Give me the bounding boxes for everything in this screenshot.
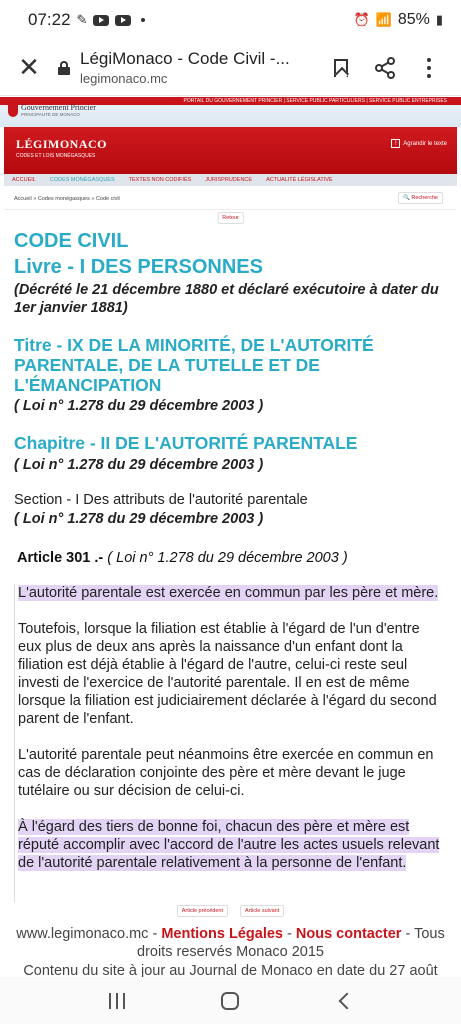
main-nav	[4, 174, 457, 186]
document-content	[14, 230, 446, 902]
footer-rights: - Tous droits reservés Monaco 2015	[137, 926, 445, 960]
page-footer	[0, 925, 461, 977]
previous-article-button[interactable]: Article précédent	[177, 905, 228, 917]
wifi-icon: 📶	[375, 12, 392, 27]
article-paragraph-4	[18, 818, 446, 872]
share-button[interactable]	[363, 48, 407, 88]
titre-title: Titre - IX DE LA MINORITÉ, DE L'AUTORITÉ PARENTALE, DE LA TUTELLE ET DE L'ÉMANCIPATION	[14, 335, 374, 395]
search-label: Recherche	[411, 195, 438, 201]
highlighted-text: À l'égard des tiers de bonne foi, chacun des père et mère est réputé accomplir avec l'accord de l'autre les actes usuels relevant de l'autorité parentale relativement à la personne de l'enfant.	[18, 819, 440, 871]
footer-site-link[interactable]: www.legimonaco.mc	[16, 926, 149, 942]
titre-note: ( Loi n° 1.278 du 29 décembre 2003 )	[14, 398, 264, 414]
article-paragraph-2: Toutefois, lorsque la filiation est établie à l'égard de l'un d'entre eux plus de deux ans après la naissance d'un enfant dont la filiation est déjà établie à l'égard de l'autre, celui-ci reste seul investi de l'exercice de l'autorité parentale. Il en est de même lorsque la filiation est judiciairement déclarée à l'égard du second parent de l'enfant.	[18, 621, 437, 727]
lock-icon[interactable]	[58, 61, 70, 75]
next-article-button[interactable]: Article suivant	[240, 905, 284, 917]
search-button[interactable]: 🔍 Recherche	[398, 192, 443, 204]
share-icon	[374, 57, 396, 79]
tab-title: LégiMonaco - Code Civil -...	[80, 49, 290, 68]
url-text: legimonaco.mc	[80, 71, 168, 86]
logo-tagline: CODES ET LOIS MONÉGASQUES	[16, 153, 96, 159]
article-paragraph-3: L'autorité parentale peut néanmoins être exercée en commun en cas de déclaration conjointe des père et mère devant le juge tutélaire ou sur décision de celui-ci.	[18, 747, 434, 799]
highlighted-text: L'autorité parentale est exercée en commun par les père et mère.	[18, 585, 439, 601]
youtube-icon	[93, 15, 109, 26]
livre-note: (Décrété le 21 décembre 1880 et déclaré exécutoire à dater du 1er janvier 1881)	[14, 282, 439, 316]
home-icon	[221, 992, 239, 1010]
text-size-icon: !	[391, 139, 400, 148]
address-bar[interactable]	[80, 49, 319, 86]
nav-jurisprudence[interactable]: JURISPRUDENCE	[205, 177, 253, 183]
youtube-icon-2	[115, 15, 131, 26]
battery-level: 85%	[397, 11, 430, 28]
legimonaco-logo[interactable]: LÉGIMONACO	[16, 137, 108, 151]
close-tab-button[interactable]	[10, 49, 48, 87]
article-note: ( Loi n° 1.278 du 29 décembre 2003 )	[107, 550, 348, 566]
nav-actualite-legislative[interactable]: ACTUALITÉ LÉGISLATIVE	[266, 177, 333, 183]
close-icon: ✕	[18, 52, 40, 82]
back-nav-button[interactable]	[324, 981, 364, 1021]
enlarge-text-label: Agrandir le texte	[403, 140, 447, 147]
code-title: CODE CIVIL	[14, 230, 129, 252]
back-button[interactable]: Retour	[217, 212, 244, 224]
nav-textes-non-codifies[interactable]: TEXTES NON CODIFIÉS	[128, 177, 192, 183]
section-note: ( Loi n° 1.278 du 29 décembre 2003 )	[14, 511, 264, 527]
portal-links[interactable]: PORTAIL DU GOUVERNEMENT PRINCIER | SERVICE PUBLIC PARTICULIERS | SERVICE PUBLIC ENTREPRISES	[0, 97, 461, 105]
chapitre-note: ( Loi n° 1.278 du 29 décembre 2003 )	[14, 457, 264, 473]
article-heading	[14, 550, 446, 566]
article-paragraph-1	[18, 584, 446, 602]
bookmark-button[interactable]	[319, 48, 363, 88]
menu-button[interactable]	[407, 48, 451, 88]
government-header	[0, 97, 461, 127]
status-bar	[0, 0, 461, 40]
section-title: Section - I Des attributs de l'autorité parentale	[14, 492, 308, 508]
browser-toolbar	[0, 40, 461, 96]
legimonaco-banner	[4, 127, 457, 174]
breadcrumb-row	[4, 192, 457, 210]
recents-icon	[109, 993, 125, 1009]
gov-name: Gouvernement Princier	[21, 103, 96, 112]
enlarge-text-link[interactable]	[391, 139, 447, 148]
alarm-icon: ⏰	[353, 12, 370, 27]
footer-separator: -	[148, 926, 162, 942]
chapitre-title: Chapitre - II DE L'AUTORITÉ PARENTALE	[14, 433, 358, 453]
livre-title: Livre - I DES PERSONNES	[14, 256, 263, 278]
home-button[interactable]	[210, 981, 250, 1021]
footer-separator: -	[283, 926, 296, 942]
bookmark-icon	[334, 59, 348, 77]
more-notifications-icon	[141, 18, 145, 22]
footer-update: Contenu du site à jour au Journal de Monaco en date du 27 août	[23, 963, 438, 977]
government-logo[interactable]	[8, 103, 96, 117]
contact-link[interactable]: Nous contacter	[295, 926, 402, 942]
gov-subtitle: PRINCIPAUTÉ DE MONACO	[21, 112, 80, 117]
legal-notice-link[interactable]: Mentions Légales	[161, 926, 283, 942]
back-icon	[339, 992, 356, 1009]
monaco-crest-icon	[8, 103, 18, 117]
nav-accueil[interactable]: ACCUEIL	[12, 177, 36, 183]
clock: 07:22	[28, 10, 71, 29]
recents-button[interactable]	[97, 981, 137, 1021]
web-page	[0, 97, 461, 977]
system-nav-bar	[0, 977, 461, 1024]
pen-icon: ✎	[76, 12, 88, 27]
article-label: Article 301 .-	[17, 550, 104, 566]
kebab-menu-icon	[427, 58, 431, 78]
battery-icon: ▮	[435, 12, 443, 27]
nav-codes-monegasques[interactable]: CODES MONÉGASQUES	[49, 177, 115, 183]
article-body	[14, 584, 446, 902]
article-navigation	[0, 905, 461, 917]
breadcrumb[interactable]: Accueil » Codes monégasques » Code civil	[14, 196, 120, 202]
